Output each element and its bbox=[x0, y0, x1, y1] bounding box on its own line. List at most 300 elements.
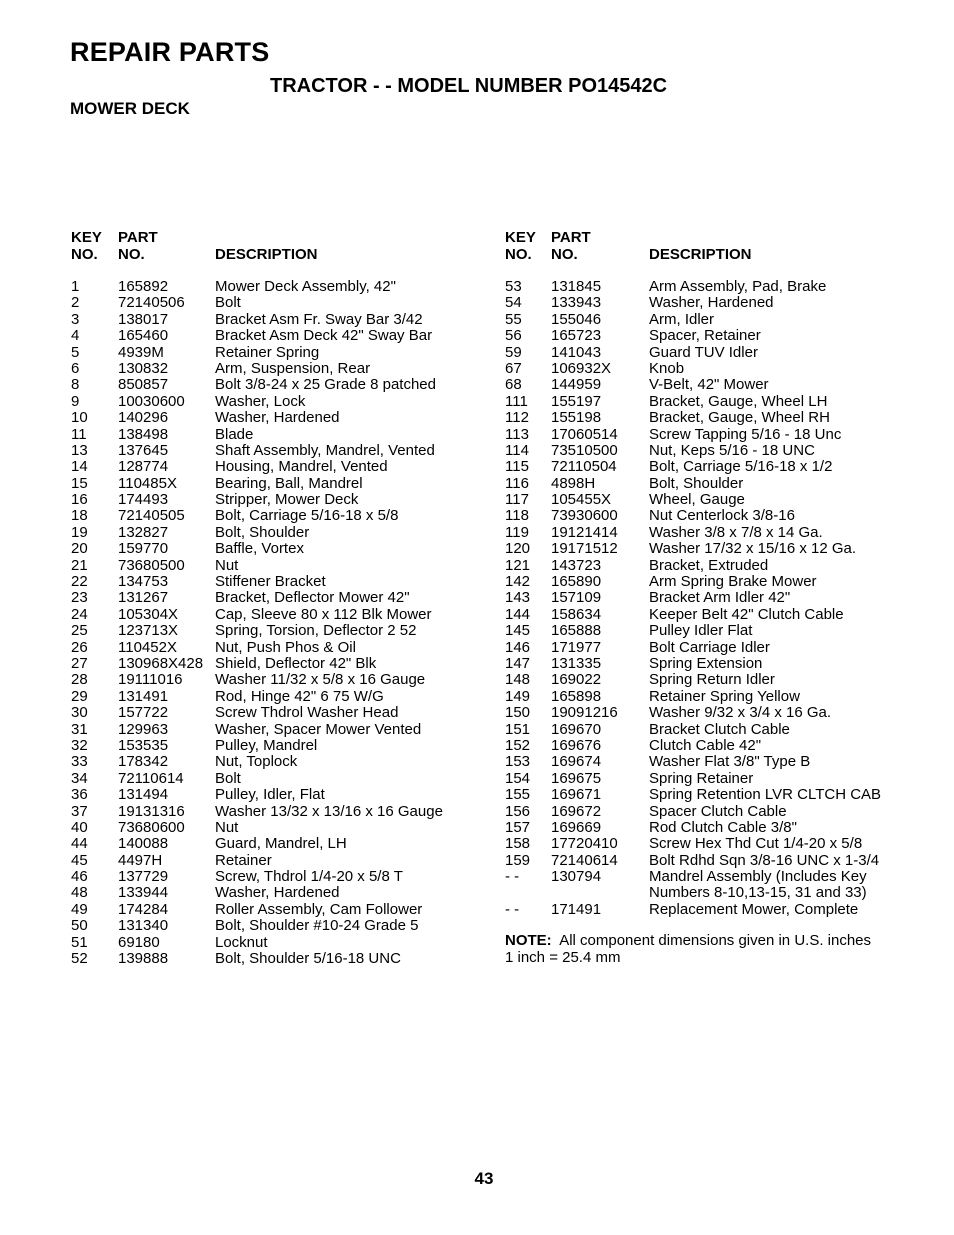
part-number: 169672 bbox=[551, 802, 602, 820]
part-number: 10030600 bbox=[118, 392, 185, 410]
table-row bbox=[71, 623, 491, 639]
table-row bbox=[505, 853, 925, 869]
parts-rows-right bbox=[505, 279, 925, 918]
part-description: Washer, Spacer Mower Vented bbox=[215, 720, 422, 738]
key-number: 142 bbox=[505, 573, 531, 591]
part-description: Bolt Rdhd Sqn 3/8-16 UNC x 1-3/4 bbox=[649, 851, 880, 869]
key-number: 149 bbox=[505, 687, 531, 705]
part-number: 157109 bbox=[551, 589, 602, 607]
part-description: Mandrel Assembly (Includes Key Numbers 8-10,13-15, 31 and 33) bbox=[649, 868, 867, 902]
key-number: 5 bbox=[71, 343, 80, 361]
key-number: 151 bbox=[505, 720, 531, 738]
key-number: 14 bbox=[71, 458, 88, 476]
key-number: 114 bbox=[505, 441, 529, 459]
key-number: 50 bbox=[71, 917, 88, 935]
part-description: Bracket, Gauge, Wheel RH bbox=[649, 409, 830, 427]
key-number: 18 bbox=[71, 507, 88, 525]
key-number: 146 bbox=[505, 638, 531, 656]
part-description: Bracket Asm Fr. Sway Bar 3/42 bbox=[215, 310, 423, 328]
part-number: 157722 bbox=[118, 704, 169, 722]
part-number: 165888 bbox=[551, 622, 602, 640]
key-number: 119 bbox=[505, 523, 529, 541]
table-row bbox=[71, 541, 491, 557]
part-number: 129963 bbox=[118, 720, 169, 738]
part-number: 171977 bbox=[551, 638, 602, 656]
part-description: Rod Clutch Cable 3/8" bbox=[649, 818, 797, 836]
description-header: DESCRIPTION bbox=[649, 246, 752, 263]
part-description: Stripper, Mower Deck bbox=[215, 491, 359, 509]
key-number: 13 bbox=[71, 441, 88, 459]
part-description: Nut Centerlock 3/8-16 bbox=[649, 507, 795, 525]
key-number: 19 bbox=[71, 523, 88, 541]
key-number: 6 bbox=[71, 359, 80, 377]
table-row bbox=[505, 623, 925, 639]
key-number: 45 bbox=[71, 851, 88, 869]
note-line2: 1 inch = 25.4 mm bbox=[505, 948, 621, 966]
table-row bbox=[71, 836, 491, 852]
part-number: 73680600 bbox=[118, 818, 185, 836]
table-row bbox=[505, 328, 925, 344]
parts-rows-left bbox=[71, 279, 491, 967]
model-subtitle: TRACTOR - - MODEL NUMBER PO14542C bbox=[270, 75, 668, 97]
key-number: 59 bbox=[505, 343, 522, 361]
key-number: 46 bbox=[71, 868, 88, 886]
table-row bbox=[71, 443, 491, 459]
part-number: 140296 bbox=[118, 409, 169, 427]
part-number: 17720410 bbox=[551, 835, 618, 853]
key-header-line1: KEY bbox=[71, 229, 102, 246]
parts-list-right bbox=[505, 229, 925, 966]
part-description: Spacer, Retainer bbox=[649, 327, 761, 345]
key-number: 143 bbox=[505, 589, 531, 607]
part-description: V-Belt, 42" Mower bbox=[649, 376, 769, 394]
part-number: 131494 bbox=[118, 786, 169, 804]
key-number: 23 bbox=[71, 589, 88, 607]
part-header-line1: PART bbox=[118, 229, 158, 246]
part-description: Guard, Mandrel, LH bbox=[215, 835, 347, 853]
part-number: 128774 bbox=[118, 458, 169, 476]
note-label: NOTE: bbox=[505, 932, 552, 950]
part-description: Bearing, Ball, Mandrel bbox=[215, 474, 363, 492]
key-number: 20 bbox=[71, 540, 88, 558]
part-description: Screw, Thdrol 1/4-20 x 5/8 T bbox=[215, 868, 403, 886]
part-number: 169676 bbox=[551, 736, 602, 754]
part-number: 159770 bbox=[118, 540, 169, 558]
part-number: 19091216 bbox=[551, 704, 618, 722]
table-row bbox=[505, 574, 925, 590]
table-row bbox=[71, 722, 491, 738]
table-row bbox=[505, 476, 925, 492]
part-description: Clutch Cable 42" bbox=[649, 736, 762, 754]
part-description: Bolt, Carriage 5/16-18 x 5/8 bbox=[215, 507, 399, 525]
key-number: 4 bbox=[71, 327, 80, 345]
part-number: 131267 bbox=[118, 589, 169, 607]
key-number: 25 bbox=[71, 622, 88, 640]
part-header-line2: NO. bbox=[551, 246, 578, 263]
table-row bbox=[71, 492, 491, 508]
part-number: 171491 bbox=[551, 900, 602, 918]
part-description: Rod, Hinge 42" 6 75 W/G bbox=[215, 687, 384, 705]
key-number: 159 bbox=[505, 851, 531, 869]
part-description: Bracket, Gauge, Wheel LH bbox=[649, 392, 828, 410]
table-row bbox=[71, 476, 491, 492]
table-row bbox=[71, 918, 491, 934]
key-number: 44 bbox=[71, 835, 88, 853]
key-number: 22 bbox=[71, 573, 88, 591]
key-number: 68 bbox=[505, 376, 522, 394]
table-row bbox=[71, 279, 491, 295]
part-description: Mower Deck Assembly, 42" bbox=[215, 278, 396, 295]
key-number: 115 bbox=[505, 458, 529, 476]
part-number: 130968X428 bbox=[118, 654, 204, 672]
key-number: 10 bbox=[71, 409, 88, 427]
page-number: 43 bbox=[474, 1169, 494, 1188]
table-row bbox=[505, 689, 925, 705]
part-number: 73930600 bbox=[551, 507, 618, 525]
part-number: 110485X bbox=[118, 474, 177, 492]
key-header-line2: NO. bbox=[71, 246, 98, 263]
note-line1: All component dimensions given in U.S. inches bbox=[559, 932, 872, 950]
key-number: 157 bbox=[505, 818, 531, 836]
part-number: 139888 bbox=[118, 950, 169, 968]
key-number: 33 bbox=[71, 753, 88, 771]
table-row bbox=[505, 541, 925, 557]
part-description: Retainer Spring Yellow bbox=[649, 687, 800, 705]
table-row bbox=[505, 410, 925, 426]
key-number: 2 bbox=[71, 294, 80, 312]
key-number: 16 bbox=[71, 491, 88, 509]
table-row bbox=[71, 738, 491, 754]
description-header: DESCRIPTION bbox=[215, 246, 318, 263]
table-row bbox=[505, 394, 925, 410]
part-number: 165460 bbox=[118, 327, 169, 345]
part-description: Arm Assembly, Pad, Brake bbox=[649, 278, 827, 295]
table-row bbox=[71, 672, 491, 688]
part-description: Arm, Suspension, Rear bbox=[215, 359, 371, 377]
part-number: 105455X bbox=[551, 491, 612, 509]
table-row bbox=[505, 443, 925, 459]
part-description: Wheel, Gauge bbox=[649, 491, 745, 509]
part-description: Bracket Arm Idler 42" bbox=[649, 589, 791, 607]
table-row bbox=[71, 607, 491, 623]
table-row bbox=[71, 640, 491, 656]
part-description: Blade bbox=[215, 425, 254, 443]
table-row bbox=[71, 754, 491, 770]
part-description: Housing, Mandrel, Vented bbox=[215, 458, 388, 476]
part-number: 169675 bbox=[551, 769, 602, 787]
part-number: 155197 bbox=[551, 392, 602, 410]
part-description: Shaft Assembly, Mandrel, Vented bbox=[215, 441, 435, 459]
part-number: 72110504 bbox=[551, 458, 617, 476]
table-row bbox=[71, 820, 491, 836]
table-row bbox=[71, 705, 491, 721]
part-number: 110452X bbox=[118, 638, 177, 656]
part-description: Spring Retainer bbox=[649, 769, 754, 787]
table-row bbox=[505, 640, 925, 656]
part-number: 73680500 bbox=[118, 556, 185, 574]
part-number: 178342 bbox=[118, 753, 169, 771]
key-number: 56 bbox=[505, 327, 522, 345]
part-description: Washer Flat 3/8" Type B bbox=[649, 753, 811, 771]
part-number: 174284 bbox=[118, 900, 169, 918]
table-row bbox=[505, 787, 925, 803]
key-number: 120 bbox=[505, 540, 531, 558]
key-number: 67 bbox=[505, 359, 522, 377]
part-description: Bracket Clutch Cable bbox=[649, 720, 790, 738]
key-number: 111 bbox=[505, 392, 528, 410]
key-number: 55 bbox=[505, 310, 522, 328]
key-number: 40 bbox=[71, 818, 88, 836]
key-number: - - bbox=[505, 868, 520, 886]
table-row bbox=[505, 279, 925, 295]
part-number: 850857 bbox=[118, 376, 169, 394]
part-description: Baffle, Vortex bbox=[215, 540, 304, 558]
table-row bbox=[505, 558, 925, 574]
part-number: 138498 bbox=[118, 425, 169, 443]
part-number: 137645 bbox=[118, 441, 169, 459]
key-number: 1 bbox=[71, 278, 80, 295]
table-row bbox=[71, 345, 491, 361]
table-row bbox=[71, 525, 491, 541]
page-title: REPAIR PARTS bbox=[70, 37, 270, 67]
table-row bbox=[71, 935, 491, 951]
key-number: 48 bbox=[71, 884, 88, 902]
table-row bbox=[71, 574, 491, 590]
part-description: Bolt 3/8-24 x 25 Grade 8 patched bbox=[215, 376, 436, 394]
part-number: 72140505 bbox=[118, 507, 185, 525]
part-header-line2: NO. bbox=[118, 246, 145, 263]
part-description: Bracket Asm Deck 42" Sway Bar bbox=[215, 327, 433, 345]
part-description: Pulley Idler Flat bbox=[649, 622, 753, 640]
part-number: 131340 bbox=[118, 917, 169, 935]
part-number: 133944 bbox=[118, 884, 169, 902]
part-description: Washer 9/32 x 3/4 x 16 Ga. bbox=[649, 704, 832, 722]
table-row bbox=[71, 427, 491, 443]
part-description: Pulley, Idler, Flat bbox=[215, 786, 325, 804]
key-number: 51 bbox=[71, 933, 88, 951]
table-row bbox=[505, 820, 925, 836]
part-number: 131491 bbox=[118, 687, 169, 705]
part-description: Replacement Mower, Complete bbox=[649, 900, 859, 918]
part-description: Spacer Clutch Cable bbox=[649, 802, 787, 820]
part-description: Locknut bbox=[215, 933, 268, 951]
part-number: 169669 bbox=[551, 818, 602, 836]
part-number: 19171512 bbox=[551, 540, 618, 558]
table-row bbox=[71, 853, 491, 869]
table-row bbox=[71, 558, 491, 574]
key-number: 3 bbox=[71, 310, 80, 328]
part-description: Nut, Toplock bbox=[215, 753, 298, 771]
part-description: Bracket, Extruded bbox=[649, 556, 769, 574]
part-number: 72140614 bbox=[551, 851, 618, 869]
part-number: 131845 bbox=[551, 278, 602, 295]
key-number: 31 bbox=[71, 720, 88, 738]
key-number: 49 bbox=[71, 900, 88, 918]
key-number: 21 bbox=[71, 556, 88, 574]
table-row bbox=[71, 951, 491, 967]
key-number: 158 bbox=[505, 835, 531, 853]
part-description: Spring, Torsion, Deflector 2 52 bbox=[215, 622, 417, 640]
part-number: 69180 bbox=[118, 933, 160, 951]
part-number: 144959 bbox=[551, 376, 602, 394]
key-number: 145 bbox=[505, 622, 531, 640]
part-number: 174493 bbox=[118, 491, 169, 509]
key-number: 150 bbox=[505, 704, 531, 722]
part-number: 132827 bbox=[118, 523, 169, 541]
table-row bbox=[505, 492, 925, 508]
table-row bbox=[505, 459, 925, 475]
key-number: 36 bbox=[71, 786, 88, 804]
key-number: 118 bbox=[505, 507, 529, 525]
key-number: 116 bbox=[505, 474, 529, 492]
key-number: 11 bbox=[71, 425, 87, 443]
part-description: Washer, Hardened bbox=[649, 294, 774, 312]
table-row bbox=[71, 885, 491, 901]
part-number: 4898H bbox=[551, 474, 596, 492]
key-number: 121 bbox=[505, 556, 531, 574]
table-row bbox=[71, 312, 491, 328]
part-description: Nut bbox=[215, 556, 239, 574]
part-description: Bracket, Deflector Mower 42" bbox=[215, 589, 410, 607]
parts-list-header bbox=[71, 229, 491, 279]
part-description: Bolt, Shoulder 5/16-18 UNC bbox=[215, 950, 401, 968]
part-description: Nut, Push Phos & Oil bbox=[215, 638, 356, 656]
table-row bbox=[505, 804, 925, 820]
table-row bbox=[505, 771, 925, 787]
key-number: 34 bbox=[71, 769, 88, 787]
part-number: 138017 bbox=[118, 310, 169, 328]
part-number: 133943 bbox=[551, 294, 602, 312]
part-number: 141043 bbox=[551, 343, 602, 361]
part-number: 4497H bbox=[118, 851, 163, 869]
table-row bbox=[505, 361, 925, 377]
key-header-line1: KEY bbox=[505, 229, 536, 246]
parts-list-left bbox=[71, 229, 491, 967]
part-number: 19111016 bbox=[118, 671, 183, 689]
part-description: Washer, Hardened bbox=[215, 409, 340, 427]
key-number: 27 bbox=[71, 654, 88, 672]
part-number: 165723 bbox=[551, 327, 602, 345]
table-row bbox=[505, 836, 925, 852]
key-header-line2: NO. bbox=[505, 246, 532, 263]
key-number: 112 bbox=[505, 409, 529, 427]
part-description: Stiffener Bracket bbox=[215, 573, 326, 591]
table-row bbox=[71, 902, 491, 918]
table-row bbox=[505, 722, 925, 738]
table-row bbox=[505, 869, 925, 902]
table-row bbox=[71, 394, 491, 410]
part-description: Pulley, Mandrel bbox=[215, 736, 318, 754]
part-description: Shield, Deflector 42" Blk bbox=[215, 654, 377, 672]
part-description: Knob bbox=[649, 359, 685, 377]
part-description: Spring Extension bbox=[649, 654, 763, 672]
key-number: 26 bbox=[71, 638, 88, 656]
key-number: 154 bbox=[505, 769, 531, 787]
part-description: Arm, Idler bbox=[649, 310, 715, 328]
part-number: 155198 bbox=[551, 409, 602, 427]
key-number: 29 bbox=[71, 687, 88, 705]
part-description: Guard TUV Idler bbox=[649, 343, 758, 361]
table-row bbox=[71, 508, 491, 524]
part-description: Bolt, Shoulder bbox=[215, 523, 310, 541]
part-number: 169674 bbox=[551, 753, 602, 771]
key-number: 152 bbox=[505, 736, 531, 754]
key-number: 8 bbox=[71, 376, 80, 394]
section-heading: MOWER DECK bbox=[70, 99, 190, 118]
part-number: 123713X bbox=[118, 622, 179, 640]
key-number: 144 bbox=[505, 605, 531, 623]
part-description: Bolt, Shoulder bbox=[649, 474, 744, 492]
table-row bbox=[505, 607, 925, 623]
part-description: Washer, Lock bbox=[215, 392, 306, 410]
part-number: 130832 bbox=[118, 359, 169, 377]
table-row bbox=[505, 672, 925, 688]
table-row bbox=[505, 902, 925, 918]
key-number: 28 bbox=[71, 671, 88, 689]
part-number: 19121414 bbox=[551, 523, 618, 541]
part-description: Washer 13/32 x 13/16 x 16 Gauge bbox=[215, 802, 443, 820]
key-number: - - bbox=[505, 900, 520, 918]
part-description: Bolt bbox=[215, 294, 241, 312]
part-number: 106932X bbox=[551, 359, 612, 377]
part-number: 169671 bbox=[551, 786, 602, 804]
table-row bbox=[71, 590, 491, 606]
part-number: 73510500 bbox=[551, 441, 618, 459]
part-number: 130794 bbox=[551, 868, 602, 886]
key-number: 155 bbox=[505, 786, 531, 804]
part-number: 72110614 bbox=[118, 769, 184, 787]
table-row bbox=[505, 345, 925, 361]
part-number: 105304X bbox=[118, 605, 179, 623]
table-row bbox=[505, 525, 925, 541]
table-row bbox=[505, 656, 925, 672]
part-description: Nut, Keps 5/16 - 18 UNC bbox=[649, 441, 815, 459]
table-row bbox=[71, 295, 491, 311]
table-row bbox=[505, 590, 925, 606]
key-number: 52 bbox=[71, 950, 88, 968]
table-row bbox=[505, 754, 925, 770]
part-number: 4939M bbox=[118, 343, 164, 361]
part-number: 155046 bbox=[551, 310, 602, 328]
part-number: 165898 bbox=[551, 687, 602, 705]
part-description: Screw Tapping 5/16 - 18 Unc bbox=[649, 425, 842, 443]
key-number: 147 bbox=[505, 654, 531, 672]
key-number: 156 bbox=[505, 802, 531, 820]
table-row bbox=[71, 377, 491, 393]
part-number: 137729 bbox=[118, 868, 169, 886]
part-description: Retainer Spring bbox=[215, 343, 320, 361]
dimensions-note bbox=[505, 933, 925, 966]
key-number: 37 bbox=[71, 802, 88, 820]
table-row bbox=[505, 377, 925, 393]
key-number: 113 bbox=[505, 425, 529, 443]
key-number: 153 bbox=[505, 753, 531, 771]
part-description: Bolt bbox=[215, 769, 241, 787]
part-description: Bolt Carriage Idler bbox=[649, 638, 770, 656]
part-description: Washer 17/32 x 15/16 x 12 Ga. bbox=[649, 540, 857, 558]
part-number: 153535 bbox=[118, 736, 169, 754]
table-row bbox=[505, 295, 925, 311]
table-row bbox=[71, 804, 491, 820]
part-description: Arm Spring Brake Mower bbox=[649, 573, 817, 591]
part-header-line1: PART bbox=[551, 229, 591, 246]
part-number: 169022 bbox=[551, 671, 602, 689]
parts-list-header bbox=[505, 229, 925, 279]
part-number: 131335 bbox=[551, 654, 602, 672]
table-row bbox=[505, 738, 925, 754]
table-row bbox=[71, 459, 491, 475]
part-description: Screw Hex Thd Cut 1/4-20 x 5/8 bbox=[649, 835, 863, 853]
